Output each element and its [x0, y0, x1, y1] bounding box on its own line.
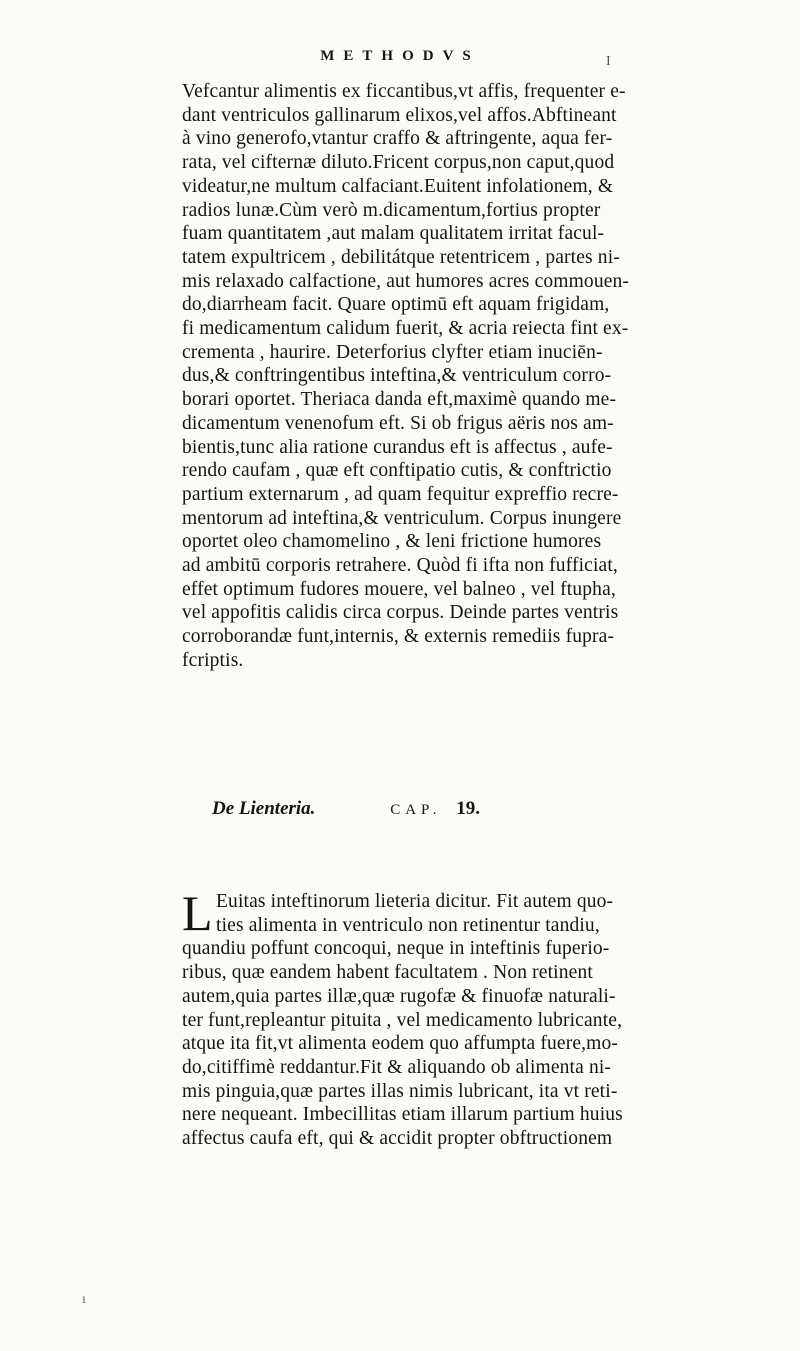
text-line: corroborandæ funt,internis, & externis remediis fupra-	[182, 626, 615, 648]
text-line: bientis,tunc alia ratione curandus eft is affectus , aufe-	[182, 436, 613, 458]
text-line: do,citiffimè reddantur.Fit & aliquando ob alimenta ni-	[182, 1056, 612, 1078]
text-line: Euitas inteftinorum lieteria dicitur. Fit autem quo-	[216, 891, 614, 912]
text-line: dicamentum venenofum eft. Si ob frigus aëris nos am-	[182, 412, 614, 434]
text-line: vel appofitis calidis circa corpus. Deinde partes ventris	[182, 602, 619, 624]
text-line: mis pinguia,quæ partes illas nimis lubricant, ita vt reti-	[182, 1080, 618, 1102]
text-line: atque ita fit,vt alimenta eodem quo affumpta fuere,mo-	[182, 1033, 619, 1055]
text-line: affectus caufa eft, qui & accidit propter obftructionem	[182, 1128, 613, 1150]
text-line: fi medicamentum calidum fuerit, & acria reiecta fint ex-	[182, 318, 629, 340]
text-line: nere nequeant. Imbecillitas etiam illarum partium huius	[182, 1104, 623, 1126]
text-line: ad ambitū corporis retrahere. Quòd fi ifta non fufficiat,	[182, 555, 618, 577]
text-line: dant ventriculos gallinarum elixos,vel affos.Abftineant	[182, 104, 617, 126]
chapter-heading	[212, 798, 480, 820]
chapter-cap-label: CAP.	[390, 802, 442, 818]
text-line: à vino generofo,vtantur craffo & aftringente, aqua fer-	[182, 128, 613, 150]
text-line: oportet oleo chamomelino , & leni frictione humores	[182, 531, 602, 553]
text-line: mis relaxado calfactione, aut humores acres commouen-	[182, 270, 630, 292]
text-line: radios lunæ.Cùm verò m.dicamentum,fortius propter	[182, 199, 601, 221]
text-line: autem,quia partes illæ,quæ rugofæ & finuofæ naturali-	[182, 985, 616, 1007]
chapter-number: 19.	[456, 798, 480, 819]
drop-capital: L	[182, 885, 213, 941]
text-line: effet optimum fudores mouere, vel balneo , vel ftupha,	[182, 578, 616, 600]
text-line: do,diarrheam facit. Quare optimū eft aquam frigidam,	[182, 294, 610, 316]
text-line: ter funt,repleantur pituita , vel medicamento lubricante,	[182, 1009, 623, 1031]
paragraph-1	[182, 80, 772, 673]
text-line: videatur,ne multum calfaciant.Euitent infolationem, &	[182, 175, 614, 197]
running-head: METHODVS	[320, 48, 480, 64]
text-line: Vefcantur alimentis ex ficcantibus,vt affis, frequenter e-	[182, 81, 626, 102]
chapter-title: De Lienteria.	[212, 798, 316, 819]
text-line: ties alimenta in ventriculo non retinentur tandiu,	[216, 914, 600, 936]
text-line: ribus, quæ eandem habent facultatem . Non retinent	[182, 962, 593, 984]
page-mark: I	[606, 54, 611, 69]
text-line: fuam quantitatem ,aut malam qualitatem irritat facul-	[182, 223, 605, 245]
text-line: borari oportet. Theriaca danda eft,maximè quando me-	[182, 389, 617, 411]
text-line: mentorum ad inteftina,& ventriculum. Corpus inungere	[182, 507, 622, 529]
paragraph-2	[182, 885, 772, 1151]
text-line: rendo caufam , quæ eft conftipatio cutis, & conftrictio	[182, 460, 612, 482]
margin-mark: ı	[82, 1292, 86, 1307]
text-line: fcriptis.	[182, 649, 244, 671]
text-line: quandiu poffunt concoqui, neque in inteftinis fuperio-	[182, 938, 610, 960]
text-line: dus,& conftringentibus inteftina,& ventriculum corro-	[182, 365, 612, 387]
text-line: partium externarum , ad quam fequitur expreffio recre-	[182, 483, 619, 505]
text-line: tatem expultricem , debilitátque retentricem , partes ni-	[182, 246, 620, 268]
text-line: crementa , haurire. Deterforius clyfter etiam inuciēn-	[182, 341, 603, 363]
text-line: rata, vel cifternæ diluto.Fricent corpus,non caput,quod	[182, 152, 615, 174]
